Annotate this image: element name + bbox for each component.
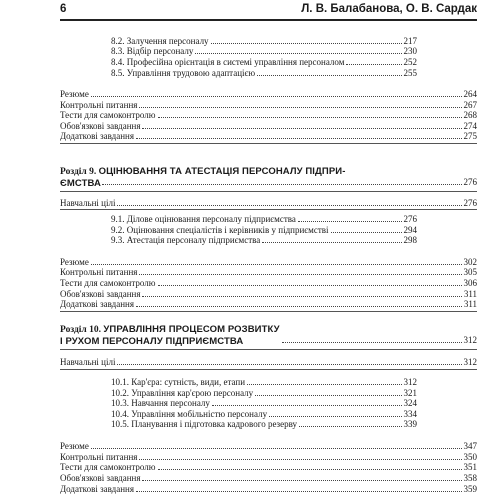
leader-dots [136,305,462,307]
toc-entry-page: 311 [463,289,477,299]
toc-entry-label: Контрольні питання [60,100,138,110]
toc-entry[interactable] [105,235,417,245]
toc-entry-page: 268 [463,110,477,120]
toc-entry[interactable] [60,278,477,288]
toc-entry[interactable] [60,484,477,494]
toc-entry-page: 302 [463,257,477,267]
toc-entry-label: 10.3. Навчання персоналу [111,398,210,408]
toc-entry-page: 312 [463,357,477,367]
toc-entry[interactable] [60,131,477,141]
chapter-title-line: УПРАВЛІННЯ ПРОЦЕСОМ РОЗВИТКУ [103,324,280,335]
leader-dots [269,415,401,417]
toc-entry-page: 267 [463,100,477,110]
toc-entry-page: 276 [403,214,417,224]
chapter-title-line: І РУХОМ ПЕРСОНАЛУ ПІДПРИЄМСТВА [60,336,244,347]
leader-dots [91,263,462,265]
running-header [60,3,477,19]
toc-entry-label: Тести для самоконтролю [60,278,156,288]
toc-entry[interactable] [60,452,477,462]
toc-entry-page: 276 [463,198,477,208]
chapter-10-page-row [280,335,477,345]
toc-entry-page: 230 [403,46,417,56]
leader-dots [91,95,462,97]
leader-dots [142,479,461,481]
toc-entry-page: 275 [463,131,477,141]
toc-entry[interactable] [60,198,477,208]
leader-dots [142,127,461,129]
toc-entry-label: 10.2. Управління кар'єрою персоналу [111,388,254,398]
toc-entry-label: Обов'язкові завдання [60,289,141,299]
leader-dots [298,220,402,222]
section-rule [60,143,477,144]
toc-entry[interactable] [60,121,477,131]
leader-dots [139,273,461,275]
toc-entry-label: Обов'язкові завдання [60,121,141,131]
toc-entry-page: 298 [403,235,417,245]
toc-entry-label: Резюме [60,89,89,99]
toc-entry-page: 274 [463,121,477,131]
chapter-rule [60,349,477,350]
toc-entry-label: 9.2. Оцінювання спеціалістів і керівників у підприємстві [111,225,329,235]
running-header-authors: Л. В. Балабанова, О. В. Сардак [301,3,477,15]
toc-entry-label: Резюме [60,441,89,451]
toc-entry-page: 347 [463,441,477,451]
leader-dots [262,241,401,243]
toc-entry[interactable] [60,257,477,267]
chapter-page: 276 [463,177,477,187]
leader-dots [211,42,402,44]
goals-rule [60,369,477,370]
chapter-title-line: ОЦІНЮВАННЯ ТА АТЕСТАЦІЯ ПЕРСОНАЛУ ПІДПРИ- [98,166,346,177]
toc-entry-label: 8.5. Управління трудовою адаптацією [111,68,256,78]
toc-entry[interactable] [105,36,417,46]
toc-entry-page: 255 [403,68,417,78]
toc-entry-page: 294 [403,225,417,235]
toc-entry-page: 311 [463,299,477,309]
toc-entry-label: 10.1. Кар'єра: сутність, види, етапи [111,377,246,387]
leader-dots [158,116,462,118]
toc-entry-page: 312 [403,377,417,387]
chapter-title-line: ЄМСТВА [60,178,101,189]
toc-entry-page: 264 [463,89,477,99]
section-rule [60,311,477,312]
toc-entry-label: Резюме [60,257,89,267]
toc-entry-label: 8.3. Відбір персоналу [111,46,194,56]
toc-entry[interactable] [105,214,417,224]
toc-entry[interactable] [60,441,477,451]
toc-entry-label: 8.4. Професійна орієнтація в системі управління персоналом [111,57,345,67]
toc-entry-label: 9.3. Атестація персоналу підприємства [111,235,261,245]
toc-entry-label: 10.4. Управління мобільністю персоналу [111,409,268,419]
leader-dots [255,394,401,396]
leader-dots [158,468,462,470]
toc-entry-page: 358 [463,473,477,483]
leader-dots [142,295,461,297]
toc-entry[interactable] [105,419,417,429]
chapter-prefix: Розділ 9. [60,167,97,177]
toc-entry-label: 9.1. Ділове оцінювання персоналу підприємства [111,214,296,224]
chapter-9-page-row [100,177,477,187]
toc-entry-label: Додаткові завдання [60,484,134,494]
leader-dots [136,490,462,492]
toc-entry[interactable] [105,57,417,67]
leader-dots [117,204,461,206]
toc-entry[interactable] [60,357,477,367]
leader-dots [195,52,401,54]
toc-entry[interactable] [60,110,477,120]
leader-dots [331,231,402,233]
leader-dots [139,106,461,108]
chapter-rule [60,191,477,192]
toc-entry[interactable] [105,225,417,235]
leader-dots [346,63,401,65]
leader-dots [136,137,462,139]
toc-entry-label: Тести для самоконтролю [60,110,156,120]
toc-entry[interactable] [60,100,477,110]
toc-entry-page: 305 [463,267,477,277]
toc-entry-page: 252 [403,57,417,67]
toc-entry[interactable] [60,289,477,299]
toc-entry-page: 359 [463,484,477,494]
toc-entry-label: Контрольні питання [60,267,138,277]
leader-dots [158,284,462,286]
toc-entry-label: 10.5. Планування і підготовка кадрового резерву [111,419,298,429]
toc-entry-label: Навчальні цілі [60,357,116,367]
leader-dots [257,74,401,76]
toc-entry[interactable] [105,409,417,419]
chapter-prefix: Розділ 10. [60,325,101,335]
toc-entry-label: Додаткові завдання [60,131,134,141]
page-number: 6 [60,3,67,15]
leader-dots [247,383,401,385]
toc-entry[interactable] [105,377,417,387]
toc-entry-page: 321 [403,388,417,398]
toc-entry-page: 217 [403,36,417,46]
toc-entry-label: Навчальні цілі [60,198,116,208]
leader-dots [102,183,462,185]
toc-entry-label: 8.2. Залучення персоналу [111,36,209,46]
leader-dots [139,458,461,460]
toc-entry[interactable] [60,267,477,277]
toc-entry-label: Обов'язкові завдання [60,473,141,483]
toc-entry[interactable] [60,473,477,483]
header-rule [60,19,477,21]
toc-entry-page: 350 [463,452,477,462]
toc-entry[interactable] [60,462,477,472]
toc-entry-page: 306 [463,278,477,288]
leader-dots [212,404,402,406]
toc-entry-page: 324 [403,398,417,408]
leader-dots [282,341,462,343]
toc-entry-label: Контрольні питання [60,452,138,462]
chapter-page: 312 [463,335,477,345]
toc-entry[interactable] [60,89,477,99]
leader-dots [117,363,461,365]
toc-entry[interactable] [105,68,417,78]
goals-rule [60,209,477,210]
toc-entry-label: Додаткові завдання [60,299,134,309]
toc-entry-page: 339 [403,419,417,429]
leader-dots [91,447,462,449]
toc-entry-label: Тести для самоконтролю [60,462,156,472]
toc-entry-page: 334 [403,409,417,419]
toc-entry-page: 351 [463,462,477,472]
toc-entry[interactable] [105,398,417,408]
leader-dots [299,425,401,427]
toc-entry[interactable] [60,299,477,309]
toc-entry[interactable] [105,46,417,56]
toc-entry[interactable] [105,388,417,398]
